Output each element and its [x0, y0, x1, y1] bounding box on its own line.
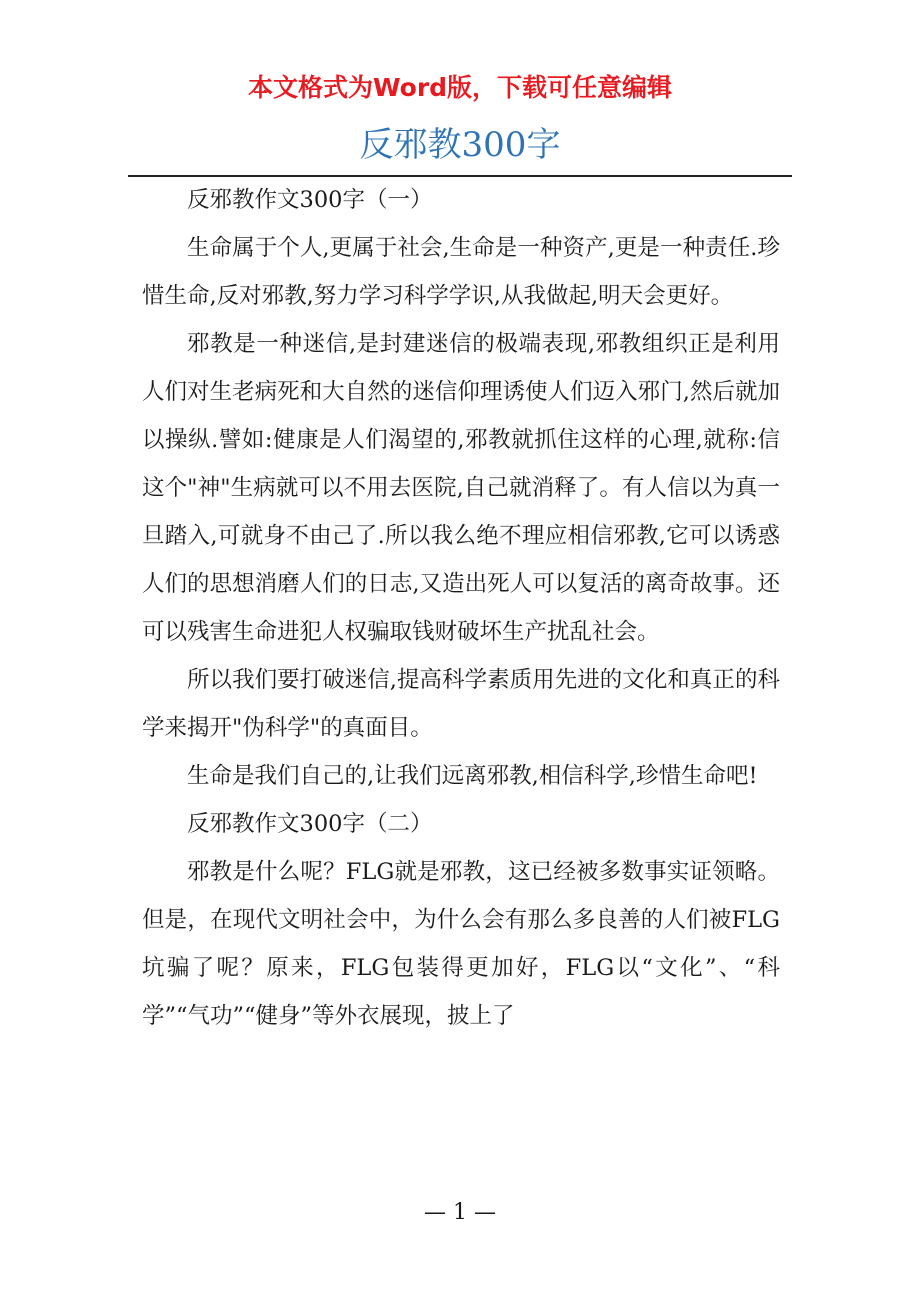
download-notice: 本文格式为Word版，下载可任意编辑 [247, 73, 673, 102]
page-number: — 1 — [424, 1200, 496, 1225]
paragraph: 生命是我们自己的,让我们远离邪教,相信科学,珍惜生命吧! [187, 763, 758, 789]
paragraph: 所以我们要打破迷信,提高科学素质用先进的文化和真正的科学来揭开"伪科学"的真面目。 [142, 667, 780, 741]
section-heading-1: 反邪教作文300字（一） [187, 187, 433, 213]
document-body [142, 176, 780, 1040]
section-heading-2: 反邪教作文300字（二） [187, 811, 433, 837]
paragraph: 生命属于个人,更属于社会,生命是一种资产,更是一种责任.珍惜生命,反对邪教,努力学习科学学识,从我做起,明天会更好。 [142, 235, 780, 309]
paragraph: 邪教是什么呢？FLG就是邪教，这已经被多数事实证领略。但是，在现代文明社会中，为什么会有那么多良善的人们被FLG坑骗了呢？原来，FLG包装得更加好，FLG以“文化”、“科学”“气功”“健身”等外衣展现，披上了 [142, 859, 780, 1029]
document-title: 反邪教300字 [359, 125, 561, 165]
paragraph: 邪教是一种迷信,是封建迷信的极端表现,邪教组织正是利用人们对生老病死和大自然的迷信仰理诱使人们迈入邪门,然后就加以操纵.譬如:健康是人们渴望的,邪教就抓住这样的心理,就称:信这个"神"生病就可以不用去医院,自己就消释了。有人信以为真一旦踏入,可就身不由己了.所以我么绝不理应相信邪教,它可以诱惑人们的思想消磨人们的日志,又造出死人可以复活的离奇故事。还可以残害生命进犯人权骗取钱财破坏生产扰乱社会。 [142, 331, 780, 645]
